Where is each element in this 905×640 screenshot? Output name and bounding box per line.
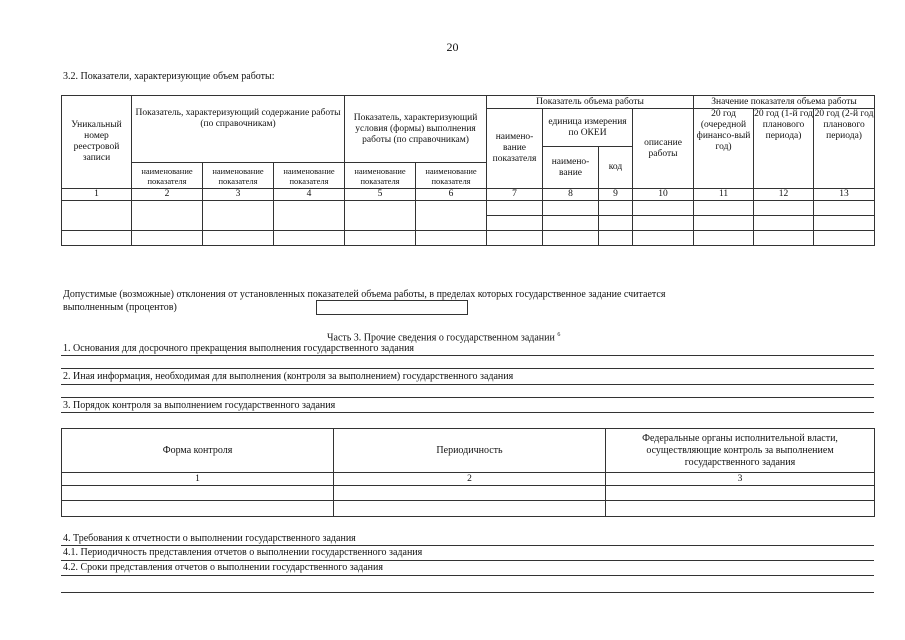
header-year3: 20 год (2-й год планового периода)	[814, 109, 875, 189]
item-3: 3. Порядок контроля за выполнением государственного задания	[63, 400, 336, 411]
divider	[61, 592, 874, 593]
section-title: 3.2. Показатели, характеризующие объем работы:	[63, 71, 275, 82]
header-year2: 20 год (1-й год планового периода)	[754, 109, 814, 189]
header-authorities: Федеральные органы исполнительной власти, осуществляющие контроль за выполнением государственного задания	[606, 429, 875, 473]
header-unit-name: наимено-вание	[543, 147, 599, 189]
divider	[61, 575, 874, 576]
divider	[61, 560, 874, 561]
page-number: 20	[446, 40, 459, 54]
header-year1: 20 год (очередной финансо-вый год)	[694, 109, 754, 189]
part3-title-text: Часть 3. Прочие сведения о государственном задании	[327, 332, 555, 344]
col-number: 11	[694, 189, 754, 201]
col-number: 5	[345, 189, 416, 201]
header-volume: Показатель объема работы	[487, 96, 694, 109]
item-1: 1. Основания для досрочного прекращения выполнения государственного задания	[63, 343, 415, 354]
table-row	[62, 231, 875, 246]
header-periodicity: Периодичность	[334, 429, 606, 473]
col-number: 3	[203, 189, 274, 201]
col-number: 4	[274, 189, 345, 201]
deviation-percent-field[interactable]	[316, 300, 468, 315]
divider	[61, 412, 874, 413]
col-number: 10	[633, 189, 694, 201]
sub-header: наименование показателя	[345, 163, 416, 189]
header-value: Значение показателя объема работы	[694, 96, 875, 109]
divider	[61, 384, 874, 385]
divider	[61, 397, 874, 398]
col-number: 2	[334, 473, 606, 486]
item-4: 4. Требования к отчетности о выполнении государственного задания	[63, 533, 356, 544]
col-number: 1	[62, 473, 334, 486]
header-unit: единица измерения по ОКЕИ	[543, 109, 633, 147]
sub-header: наименование показателя	[416, 163, 487, 189]
deviation-text-1: Допустимые (возможные) отклонения от установленных показателей объема работы, в пределах которых государственное задание считается	[63, 289, 666, 300]
volume-table	[61, 95, 875, 246]
footnote-mark: 6	[557, 332, 561, 338]
header-control-form: Форма контроля	[62, 429, 334, 473]
header-unique: Уникальный номер реестровой записи	[62, 96, 132, 189]
item-4-2: 4.2. Сроки представления отчетов о выполнении государственного задания	[63, 562, 383, 573]
col-number: 12	[754, 189, 814, 201]
header-descr: описание работы	[633, 109, 694, 189]
col-number: 7	[487, 189, 543, 201]
table-row	[62, 501, 875, 517]
col-number: 6	[416, 189, 487, 201]
divider	[61, 355, 874, 356]
item-2: 2. Иная информация, необходимая для выполнения (контроля за выполнением) государственного задания	[63, 371, 514, 382]
column-numbers-row	[62, 189, 875, 201]
item-4-1: 4.1. Периодичность представления отчетов о выполнении государственного задания	[63, 547, 423, 558]
col-number: 8	[543, 189, 599, 201]
col-number: 9	[599, 189, 633, 201]
sub-header: наименование показателя	[203, 163, 274, 189]
col-number: 13	[814, 189, 875, 201]
header-conditions: Показатель, характеризующий условия (формы) выполнения работы (по справочникам)	[345, 96, 487, 163]
control-table	[61, 428, 875, 517]
divider	[61, 545, 874, 546]
sub-header: наименование показателя	[132, 163, 203, 189]
col-number: 2	[132, 189, 203, 201]
sub-header: наименование показателя	[274, 163, 345, 189]
deviation-text-2: выполненным (процентов)	[63, 302, 177, 313]
header-unit-code: код	[599, 147, 633, 189]
col-number: 3	[606, 473, 875, 486]
divider	[61, 368, 874, 369]
header-content: Показатель, характеризующий содержание работы (по справочникам)	[132, 96, 345, 163]
table-row	[62, 486, 875, 501]
header-name-ind: наимено-вание показателя	[487, 109, 543, 189]
table-row	[62, 201, 875, 216]
col-number: 1	[62, 189, 132, 201]
